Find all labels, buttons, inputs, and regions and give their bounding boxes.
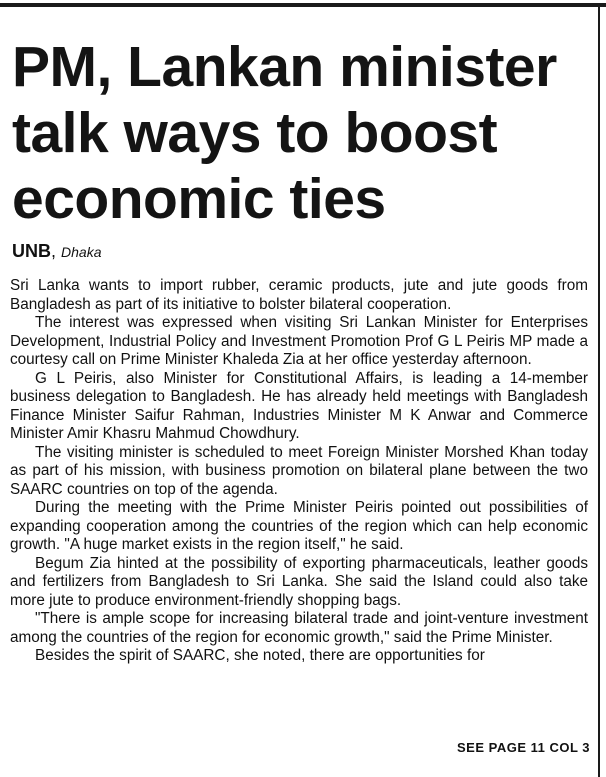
column-border-rule [598,3,600,777]
paragraph: During the meeting with the Prime Minister Peiris pointed out possibilities of expanding cooperation among the countries of the region which can help economic growth. "A huge market exists in the region itself," he said. [10,499,588,553]
article-body [10,277,588,666]
headline: PM, Lankan minister talk ways to boost economic ties [12,35,557,231]
dateline-place: Dhaka [61,244,102,260]
paragraph: The visiting minister is scheduled to meet Foreign Minister Morshed Khan today as part of his mission, with business promotion on bilateral plane between the two SAARC countries on top of the agenda. [10,443,588,498]
paragraph: G L Peiris, also Minister for Constitutional Affairs, is leading a 14-member business delegation to Bangladesh. He has already held meetings with Bangladesh Finance Minister Saifur Rahman, Industries Minister M K Anwar and Commerce Minister Amir Khasru Mahmud Chowdhury. [10,369,588,442]
paragraph: The interest was expressed when visiting Sri Lankan Minister for Enterprises Development, Industrial Policy and Investment Promotion Prof G L Peiris MP made a courtesy call on Prime Minister Khaleda Zia at her office yesterday afternoon. [10,314,588,368]
dateline-separator: , [51,241,57,261]
paragraph: Sri Lanka wants to import rubber, ceramic products, jute and jute goods from Bangladesh as part of its initiative to bolster bilateral cooperation. [10,277,588,313]
paragraph: "There is ample scope for increasing bilateral trade and joint-venture investment among the countries of the region for economic growth," said the Prime Minister. [10,610,588,646]
news-agency: UNB [12,241,51,261]
paragraph: Besides the spirit of SAARC, she noted, there are opportunities for [35,647,485,664]
top-border-rule [0,3,606,7]
paragraph: Begum Zia hinted at the possibility of exporting pharmaceuticals, leather goods and fertilizers from Bangladesh to Sri Lanka. She said the Island could also take more jute to produce environment-friendly shopping bags. [10,554,588,609]
dateline [12,240,102,263]
continued-jump-line: SEE PAGE 11 COL 3 [456,740,590,755]
